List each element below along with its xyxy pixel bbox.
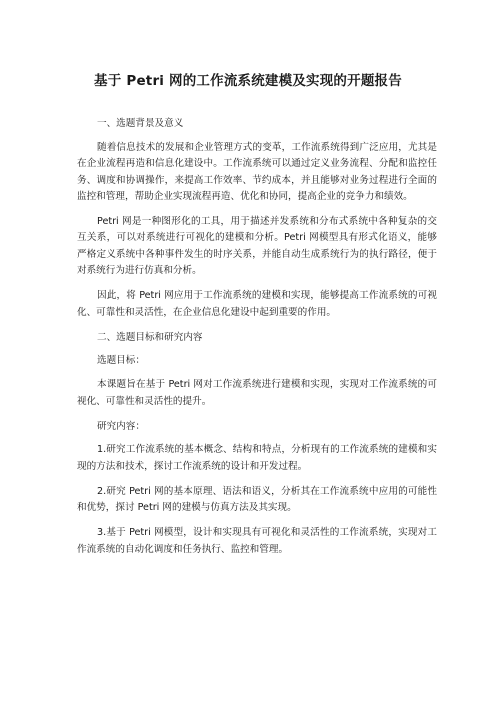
paragraph-petri-net: Petri 网是一种图形化的工具，用于描述并发系统和分布式系统中各种复杂的交互关系，可以对系统进行可视化的建模和分析。Petri 网模型具有形式化语义，能够严格定义系统中各种事件发生的时序关系，并能自动生成系统行为的执行路径，便于对系统行为进行仿真和分析。: [77, 216, 437, 277]
goal-label: 选题目标：: [97, 355, 145, 367]
paragraph-background: 随着信息技术的发展和企业管理方式的变革，工作流系统得到广泛应用，尤其是在企业流程再造和信息化建设中。工作流系统可以通过定义业务流程、分配和监控任务、调度和协调操作，来提高工作效率、节约成本，并且能够对业务过程进行全面的监控和管理，帮助企业实现流程再造、优化和协同，提高企业的竞争力和绩效。: [77, 141, 437, 203]
section-heading-goals: 二、选题目标和研究内容: [97, 331, 203, 343]
paragraph-goal: 本课题旨在基于 Petri 网对工作流系统进行建模和实现，实现对工作流系统的可视化、可靠性和灵活性的提升。: [77, 379, 437, 407]
research-content-label: 研究内容：: [97, 420, 145, 432]
research-item-3: 3.基于 Petri 网模型，设计和实现具有可视化和灵活性的工作流系统，实现对工作流系统的自动化调度和任务执行、监控和管理。: [77, 527, 437, 555]
research-item-1: 1.研究工作流系统的基本概念、结构和特点，分析现有的工作流系统的建模和实现的方法和技术，探讨工作流系统的设计和开发过程。: [77, 444, 437, 472]
section-heading-background: 一、选题背景及意义: [97, 118, 184, 129]
research-item-2: 2.研究 Petri 网的基本原理、语法和语义，分析其在工作流系统中应用的可能性和优势，探讨 Petri 网的建模与仿真方法及其实现。: [77, 485, 437, 514]
document-body: [77, 116, 437, 567]
paragraph-conclusion: 因此，将 Petri 网应用于工作流系统的建模和实现，能够提高工作流系统的可视化、可靠性和灵活性，在企业信息化建设中起到重要的作用。: [77, 290, 437, 318]
document-title: 基于 Petri 网的工作流系统建模及实现的开题报告: [94, 73, 402, 89]
